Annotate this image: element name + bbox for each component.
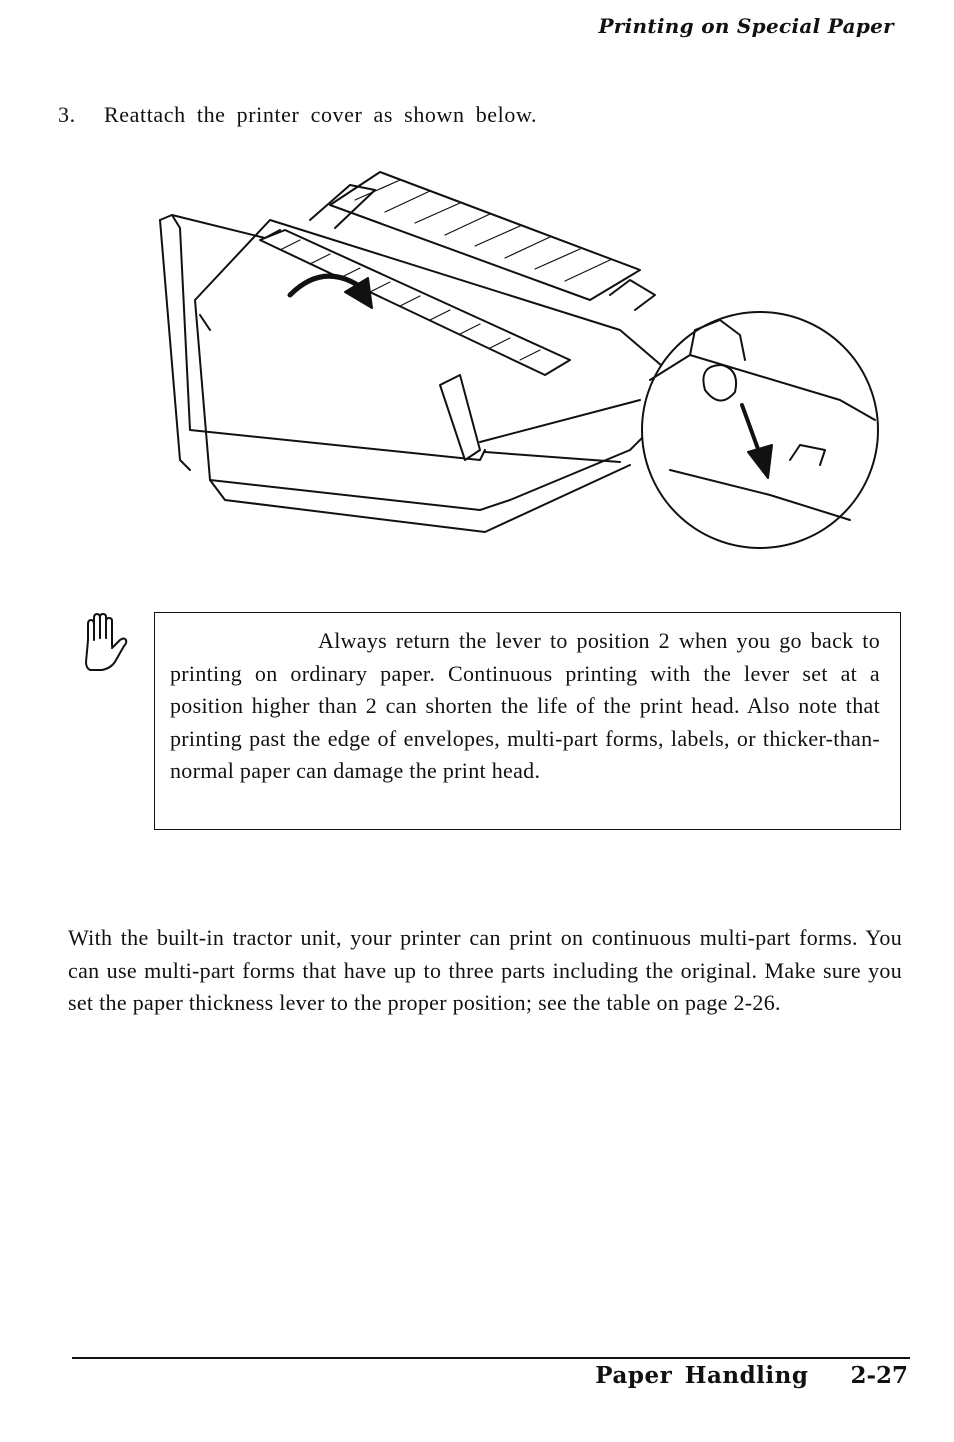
footer-section: Paper Handling	[595, 1362, 809, 1389]
step-text: Reattach the printer cover as shown below.	[104, 102, 538, 127]
step-3	[58, 102, 537, 128]
page-number: 2-27	[850, 1362, 908, 1389]
note-text	[170, 625, 880, 788]
printer-cover-illustration	[150, 160, 890, 580]
running-header: Printing on Special Paper	[598, 14, 894, 38]
step-number: 3.	[58, 102, 76, 127]
footer-rule	[72, 1357, 910, 1359]
body-paragraph: With the built-in tractor unit, your printer can print on continuous multi-part forms. You can use multi-part forms that have up to three parts including the original. Make sure you set the paper thickness lever to the proper position; see the table on page 2-26.	[68, 925, 902, 1015]
note-body: Always return the lever to position 2 when you go back to printing on ordinary paper. Continuous printing with the lever set at a position higher than 2 can shorten the life of the print head. Also note that printing past the edge of envelopes, multi-part forms, labels, or thicker-than-normal paper can damage the print head.	[170, 628, 880, 783]
hand-caution-icon	[80, 612, 140, 674]
page-footer	[595, 1362, 908, 1389]
